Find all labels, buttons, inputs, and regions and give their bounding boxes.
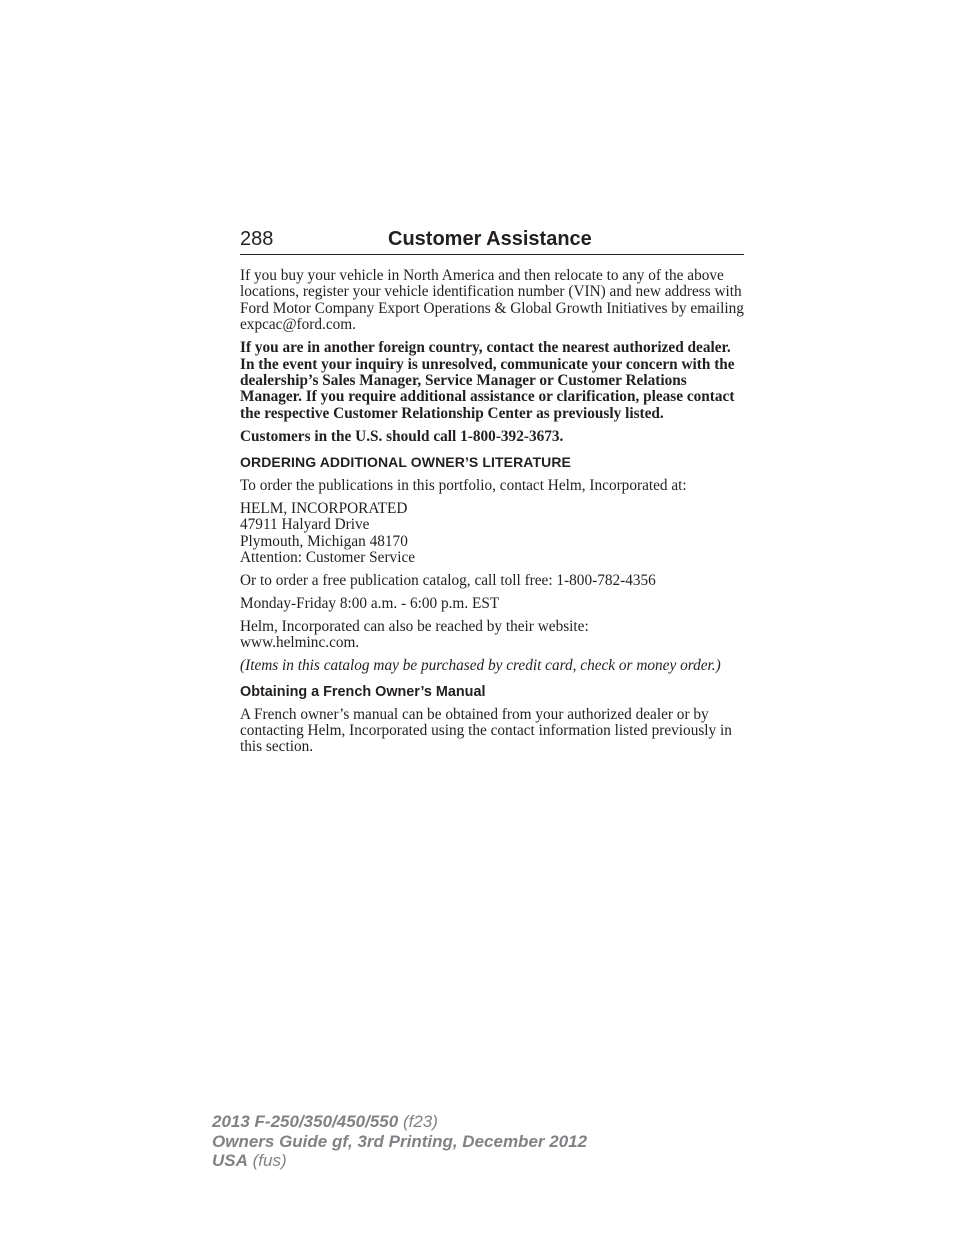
address-line: HELM, INCORPORATED [240,499,408,517]
page-body [240,255,744,756]
mailing-address [240,501,744,567]
manual-page [240,228,744,762]
address-line: 47911 Halyard Drive [240,516,370,534]
paragraph-foreign-country: If you are in another foreign country, contact the nearest authorized dealer. In the event your inquiry is unresolved, communicate your concern with the dealership’s Sales Manager, Service Manager or Customer Relations Manager. If you require additional assistance or clarification, please contact the respective Customer Relationship Center as previously listed. [240,339,735,422]
page-header [240,228,744,255]
footer-market-code: (fus) [252,1151,287,1170]
footer-guide: Owners Guide gf, 3rd Printing, December 2012 [212,1131,588,1151]
address-line: Plymouth, Michigan 48170 [240,532,408,550]
website-text: Helm, Incorporated can also be reached by their website: [240,617,589,635]
address-line: Attention: Customer Service [240,549,416,567]
page-footer [212,1112,587,1171]
footer-guide-line [212,1132,587,1152]
page-number: 288 [240,228,274,250]
paragraph-hours: Monday-Friday 8:00 a.m. - 6:00 p.m. EST [240,595,500,612]
paragraph-french-manual: A French owner’s manual can be obtained from your authorized dealer or by contacting Helm, Incorporated using the contact information listed previously in this section. [240,705,732,756]
section-title: Customer Assistance [388,228,592,250]
heading-ordering-literature: ORDERING ADDITIONAL OWNER’S LITERATURE [240,454,571,471]
paragraph-order-info: To order the publications in this portfolio, contact Helm, Incorporated at: [240,477,687,495]
paragraph-website [240,619,744,652]
paragraph-us-phone: Customers in the U.S. should call 1-800-392-3673. [240,427,564,445]
footer-model-code: (f23) [402,1112,438,1131]
website-url: www.helminc.com. [240,634,360,652]
footer-market-line [212,1151,587,1171]
footer-model: 2013 F-250/350/450/550 [212,1112,399,1131]
paragraph-relocate: If you buy your vehicle in North America and then relocate to any of the above locations, register your vehicle identification number (VIN) and new address with Ford Motor Company Export Operations & Global Growth Initiatives by emailing expcac@ford.com. [240,267,744,334]
heading-french-manual: Obtaining a French Owner’s Manual [240,683,486,700]
paragraph-catalog-phone: Or to order a free publication catalog, call toll free: 1-800-782-4356 [240,572,656,590]
footer-market: USA [212,1151,248,1170]
footer-model-line [212,1112,587,1132]
paragraph-payment-note: (Items in this catalog may be purchased by credit card, check or money order.) [240,657,721,675]
